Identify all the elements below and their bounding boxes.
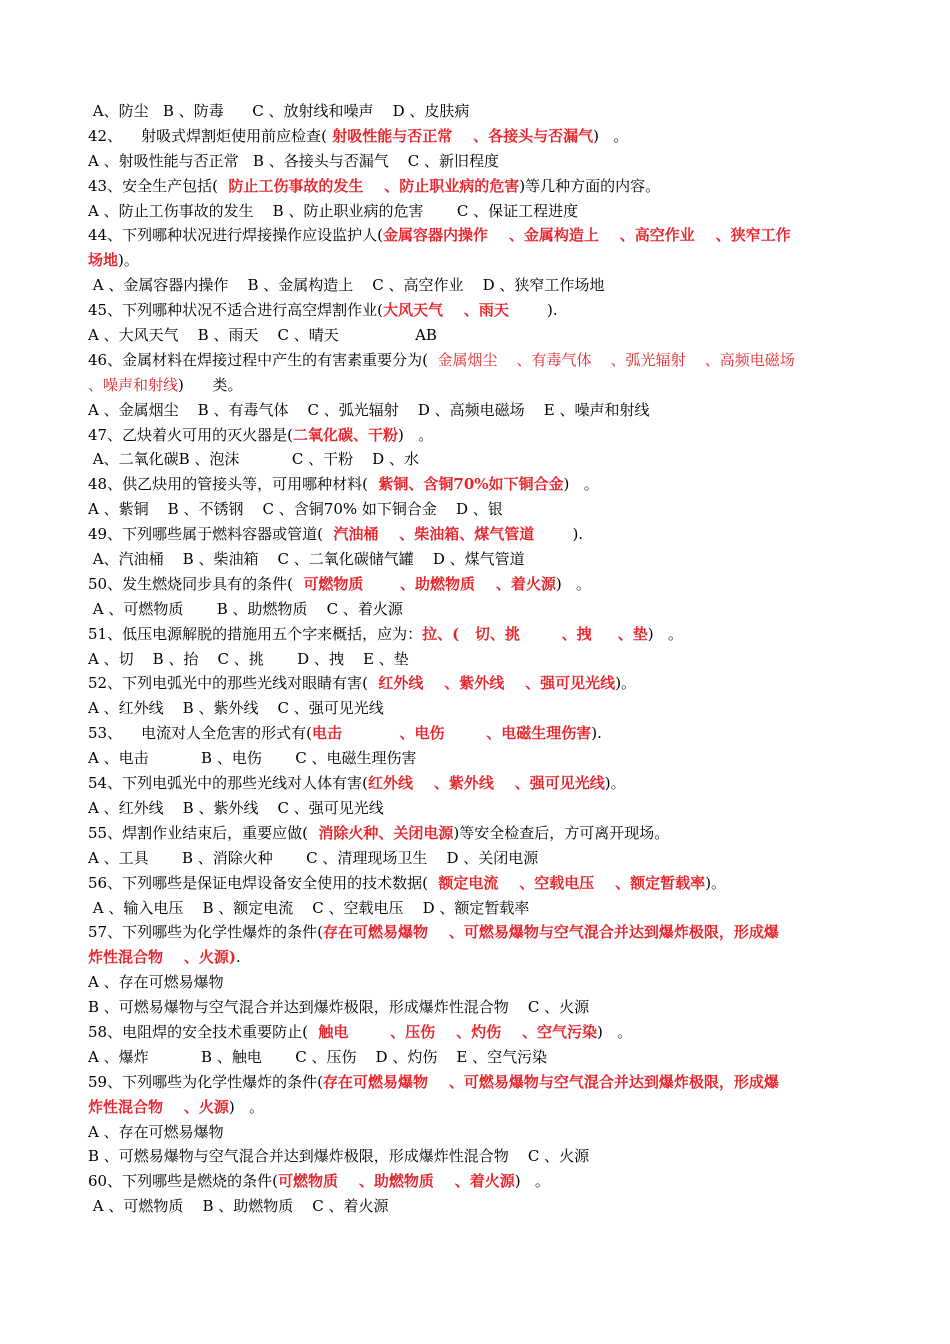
question-text: ) 。	[555, 574, 592, 593]
text-line	[88, 99, 868, 124]
question-text: )等安全检查后，方可离开现场。	[453, 823, 670, 842]
answer-text: 红外线 、紫外线 、强可见光线	[367, 774, 605, 793]
text-line	[88, 945, 868, 970]
question-text: 46、金属材料在焊接过程中产生的有害素重要分为(	[88, 350, 438, 369]
answer-text: 炸性混合物 、火源)	[88, 948, 236, 967]
answer-text: 存在可燃易爆物 、可燃易爆物与空气混合并达到爆炸极限，形成爆	[322, 923, 779, 942]
text-line	[88, 199, 868, 224]
question-text: B 、可燃易爆物与空气混合并达到爆炸极限，形成爆炸性混合物 C 、火源	[88, 998, 590, 1017]
question-text: 47、乙炔着火可用的灭火器是(	[88, 425, 293, 444]
text-line	[88, 896, 868, 921]
text-line	[88, 846, 868, 871]
question-text: 57、下列哪些为化学性爆炸的条件(	[88, 923, 323, 942]
question-text: 43、安全生产包括(	[88, 176, 218, 195]
question-text: A 、红外线 B 、紫外线 C 、强可见光线	[88, 798, 384, 817]
question-text: A、汽油桶 B 、柴油箱 C 、二氧化碳储气罐 D 、煤气管道	[88, 550, 525, 569]
answer-text: 可燃物质 、助燃物质 、着火源	[292, 574, 556, 593]
question-text: )。	[705, 873, 727, 892]
answer-text: 大风天气 、雨天	[382, 301, 509, 320]
text-line	[88, 497, 868, 522]
document-body	[88, 99, 868, 1219]
text-line	[88, 597, 868, 622]
text-line	[88, 398, 868, 423]
answer-text: 金属容器内操作 、金属构造上 、高空作业 、狭窄工作	[382, 226, 791, 245]
text-line	[88, 1045, 868, 1070]
text-line	[88, 622, 868, 647]
question-text: )。	[604, 774, 626, 793]
text-line	[88, 248, 868, 273]
text-line	[88, 174, 868, 199]
text-line	[88, 522, 868, 547]
question-text: A 、切 B 、抬 C 、挑 D 、拽 E 、垫	[88, 649, 409, 668]
text-line	[88, 273, 868, 298]
question-text: 42、 射吸式焊割炬使用前应检查(	[88, 126, 328, 145]
question-text: 48、供乙炔用的管接头等，可用哪种材料(	[88, 475, 368, 494]
question-text: 59、下列哪些为化学性爆炸的条件(	[88, 1072, 323, 1091]
question-text: 54、下列电弧光中的那些光线对人体有害(	[88, 774, 368, 793]
answer-text: 金属烟尘 、有毒气体 、弧光辐射 、高频电磁场	[437, 350, 795, 369]
question-text: 52、下列电弧光中的那些光线对眼睛有害(	[88, 674, 368, 693]
text-line	[88, 1120, 868, 1145]
text-line	[88, 821, 868, 846]
question-text: 51、低压电源解脱的措施用五个字来概括，应为：	[88, 624, 423, 643]
text-line	[88, 1020, 868, 1045]
text-line	[88, 572, 868, 597]
answer-text: 存在可燃易爆物 、可燃易爆物与空气混合并达到爆炸极限，形成爆	[322, 1072, 779, 1091]
text-line	[88, 970, 868, 995]
question-text: ) 。	[647, 624, 683, 643]
answer-text: 二氧化碳、干粉	[292, 425, 398, 444]
question-text: ).	[534, 525, 584, 544]
answer-text: 汽油桶 、柴油箱、煤气管道	[322, 525, 535, 544]
answer-text: 电击 、电伤 、电磁生理伤害	[312, 724, 592, 743]
question-text: B 、可燃易爆物与空气混合并达到爆炸极限，形成爆炸性混合物 C 、火源	[88, 1147, 590, 1166]
question-text: )等几种方面的内容。	[519, 176, 661, 195]
question-text: .	[236, 948, 241, 967]
text-line	[88, 771, 868, 796]
text-line	[88, 149, 868, 174]
question-text: A 、防止工伤事故的发生 B 、防止职业病的危害 C 、保证工程进度	[88, 201, 579, 220]
text-line	[88, 223, 868, 248]
text-line	[88, 472, 868, 497]
question-text: 60、下列哪些是燃烧的条件(	[88, 1172, 278, 1191]
question-text: ) 。	[596, 1022, 633, 1041]
question-text: 50、发生燃烧同步具有的条件(	[88, 574, 293, 593]
text-line	[88, 124, 868, 149]
question-text: )。	[615, 674, 637, 693]
text-line	[88, 796, 868, 821]
text-line	[88, 1095, 868, 1120]
question-text: A 、红外线 B 、紫外线 C 、强可见光线	[88, 699, 384, 718]
text-line	[88, 298, 868, 323]
question-text: A 、金属容器内操作 B 、金属构造上 C 、高空作业 D 、狭窄工作场地	[88, 276, 605, 295]
text-line	[88, 547, 868, 572]
question-text: ) 类。	[178, 375, 243, 394]
text-line	[88, 373, 868, 398]
question-text: A 、爆炸 B 、触电 C 、压伤 D 、灼伤 E 、空气污染	[88, 1047, 548, 1066]
question-text: 53、 电流对人全危害的形式有(	[88, 724, 313, 743]
question-text: A 、工具 B 、消除火种 C 、清理现场卫生 D 、关闭电源	[88, 848, 539, 867]
text-line	[88, 671, 868, 696]
answer-text: 额定电流 、空载电压 、额定暂载率	[427, 873, 706, 892]
answer-text: 场地	[88, 251, 119, 270]
question-text: A 、电击 B 、电伤 C 、电磁生理伤害	[88, 749, 417, 768]
question-text: ) 。	[397, 425, 434, 444]
answer-text: 拉、( 切、挑 、拽 、垫	[422, 624, 648, 643]
text-line	[88, 1194, 868, 1219]
question-text: ).	[508, 301, 558, 320]
question-text: A 、大风天气 B 、雨天 C 、晴天 AB	[88, 326, 437, 345]
question-text: ).	[591, 724, 602, 743]
text-line	[88, 696, 868, 721]
text-line	[88, 721, 868, 746]
answer-text: 可燃物质 、助燃物质 、着火源	[277, 1172, 515, 1191]
text-line	[88, 647, 868, 672]
answer-text: 红外线 、紫外线 、强可见光线	[367, 674, 616, 693]
question-text: A 、可燃物质 B 、助燃物质 C 、着火源	[88, 599, 403, 618]
question-text: A、二氧化碳B 、泡沫 C 、干粉 D 、水	[88, 450, 419, 469]
question-text: A 、输入电压 B 、额定电流 C 、空载电压 D 、额定暂载率	[88, 898, 530, 917]
text-line	[88, 423, 868, 448]
text-line	[88, 1169, 868, 1194]
question-text: ) 。	[514, 1172, 550, 1191]
answer-text: 紫铜、含铜70%如下铜合金	[367, 475, 564, 494]
text-line	[88, 995, 868, 1020]
text-line	[88, 1144, 868, 1169]
answer-text: 触电 、压伤 、灼伤 、空气污染	[307, 1022, 597, 1041]
answer-text: 射吸性能与否正常 、各接头与否漏气	[327, 126, 594, 145]
question-text: A 、存在可燃易爆物	[88, 1122, 224, 1141]
text-line	[88, 746, 868, 771]
answer-text: 、噪声和射线	[88, 375, 179, 394]
question-text: 44、下列哪种状况进行焊接操作应设监护人(	[88, 226, 383, 245]
question-text: A 、可燃物质 B 、助燃物质 C 、着火源	[88, 1197, 389, 1216]
question-text: 56、下列哪些是保证电焊设备安全使用的技术数据(	[88, 873, 428, 892]
answer-text: 炸性混合物 、火源	[88, 1097, 229, 1116]
question-text: 58、电阻焊的安全技术重要防止(	[88, 1022, 308, 1041]
question-text: A 、金属烟尘 B 、有毒气体 C 、弧光辐射 D 、高频电磁场 E 、噪声和射线	[88, 400, 650, 419]
text-line	[88, 1070, 868, 1095]
answer-text: 消除火种、关闭电源	[307, 823, 454, 842]
question-text: A 、射吸性能与否正常 B 、各接头与否漏气 C 、新旧程度	[88, 151, 500, 170]
question-text: 49、下列哪些属于燃料容器或管道(	[88, 525, 323, 544]
answer-text: 防止工伤事故的发生 、防止职业病的危害	[217, 176, 520, 195]
text-line	[88, 447, 868, 472]
question-text: 45、下列哪种状况不适合进行高空焊割作业(	[88, 301, 383, 320]
question-text: ) 。	[593, 126, 629, 145]
text-line	[88, 348, 868, 373]
question-text: ) 。	[228, 1097, 265, 1116]
text-line	[88, 920, 868, 945]
text-line	[88, 871, 868, 896]
question-text: )。	[118, 251, 139, 270]
question-text: A 、存在可燃易爆物	[88, 973, 224, 992]
question-text: A 、紫铜 B 、不锈钢 C 、含铜70% 如下铜合金 D 、银	[88, 500, 503, 519]
question-text: 55、焊割作业结束后，重要应做(	[88, 823, 308, 842]
question-text: A、防尘 B 、防毒 C 、放射线和噪声 D 、皮肤病	[88, 102, 470, 120]
text-line	[88, 323, 868, 348]
question-text: ) 。	[563, 475, 599, 494]
